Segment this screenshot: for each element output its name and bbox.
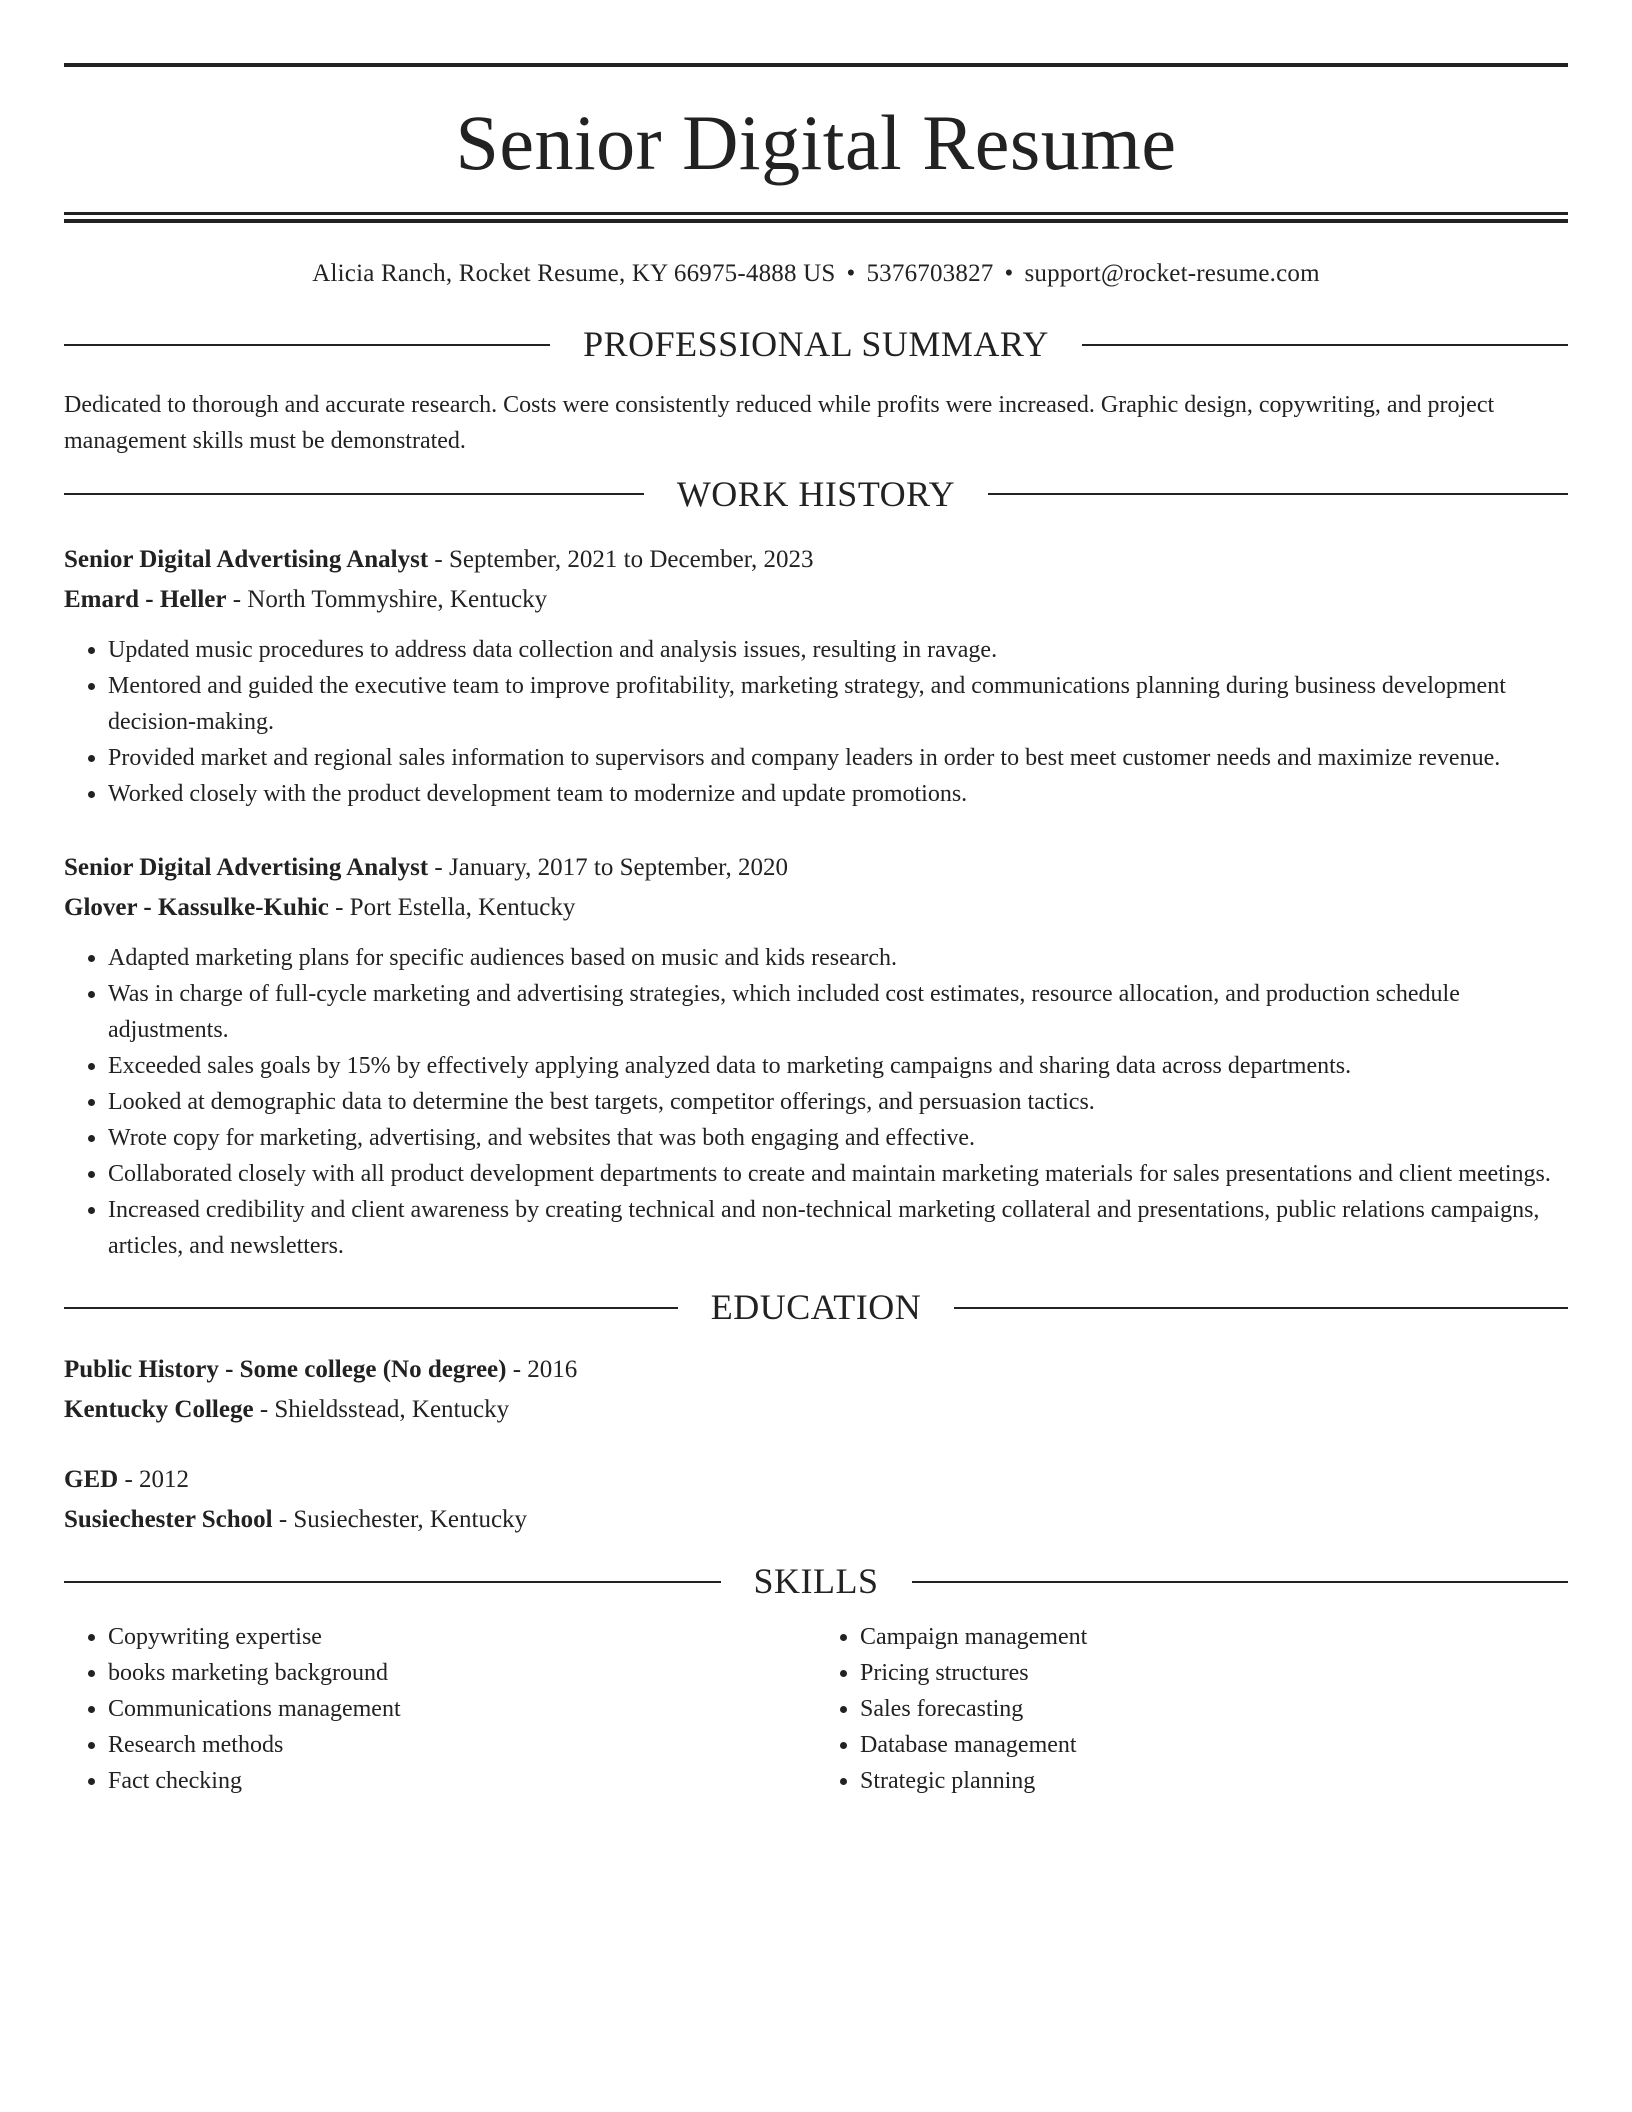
job-company-line (64, 580, 1568, 620)
job-title-line (64, 540, 1568, 580)
list-item: • Collaborated closely with all product development departments to create and maintain marketing materials for sales presentations and client meetings. (108, 1156, 1568, 1192)
divider (64, 344, 550, 346)
job-dates: - January, 2017 to September, 2020 (428, 854, 788, 882)
section-header-summary (64, 325, 1568, 365)
divider (64, 1307, 678, 1309)
divider (64, 493, 644, 495)
list-item: • Exceeded sales goals by 15% by effectively applying analyzed data to marketing campaigns and sharing data across departments. (108, 1048, 1568, 1084)
section-title: EDUCATION (710, 1287, 922, 1328)
contact-line (64, 259, 1568, 289)
divider (64, 1581, 721, 1583)
divider (954, 1307, 1568, 1309)
list-item: • Campaign management (860, 1619, 1568, 1655)
job-location: - North Tommyshire, Kentucky (226, 586, 548, 614)
skills-columns (64, 1619, 1568, 1799)
degree-year: - 2016 (506, 1355, 578, 1383)
job-company: Emard - Heller (64, 586, 227, 614)
job-title-line (64, 848, 1568, 888)
job-bullets (64, 632, 1568, 812)
job-dates: - September, 2021 to December, 2023 (428, 546, 814, 574)
school: Susiechester School (64, 1505, 273, 1533)
skills-list-left (64, 1619, 816, 1799)
list-item: • Strategic planning (860, 1763, 1568, 1799)
degree-line (64, 1460, 1568, 1500)
contact-phone: 5376703827 (866, 260, 994, 287)
section-header-education (64, 1288, 1568, 1328)
list-item: • Provided market and regional sales information to supervisors and company leaders in order to best meet customer needs and maximize revenue. (108, 740, 1568, 776)
job-bullets (64, 940, 1568, 1264)
list-item: • Adapted marketing plans for specific audiences based on music and kids research. (108, 940, 1568, 976)
job-company: Glover - Kassulke-Kuhic (64, 894, 329, 922)
list-item: • Worked closely with the product development team to modernize and update promotions. (108, 776, 1568, 812)
skills-list-right (816, 1619, 1568, 1799)
list-item: • Research methods (108, 1727, 816, 1763)
job-company-line (64, 888, 1568, 928)
section-title: PROFESSIONAL SUMMARY (583, 324, 1049, 364)
list-item: • Sales forecasting (860, 1691, 1568, 1727)
section-title: SKILLS (753, 1560, 879, 1601)
list-item: • books marketing background (108, 1655, 816, 1691)
education-entry (64, 1350, 1568, 1430)
degree-year: - 2012 (118, 1465, 190, 1493)
list-item: • Wrote copy for marketing, advertising, and websites that was both engaging and effective. (108, 1120, 1568, 1156)
top-rule (64, 63, 1568, 67)
list-item: • Increased credibility and client awareness by creating technical and non-technical marketing collateral and presentations, public relations campaigns, articles, and newsletters. (108, 1192, 1568, 1264)
contact-email: support@rocket-resume.com (1024, 260, 1320, 287)
contact-address: Alicia Ranch, Rocket Resume, KY 66975-4888 US (312, 260, 836, 287)
list-item: • Database management (860, 1727, 1568, 1763)
section-header-work-history (64, 475, 1568, 515)
school-location: - Shieldsstead, Kentucky (253, 1395, 510, 1423)
degree: GED (64, 1465, 119, 1493)
contact-separator: • (1004, 260, 1014, 287)
list-item: • Was in charge of full-cycle marketing and advertising strategies, which included cost estimates, resource allocation, and production schedule adjustments. (108, 976, 1568, 1048)
contact-separator: • (846, 260, 856, 287)
school-line (64, 1390, 1568, 1430)
school-line (64, 1500, 1568, 1540)
education-entry (64, 1460, 1568, 1540)
section-title: WORK HISTORY (676, 473, 956, 514)
list-item: • Pricing structures (860, 1655, 1568, 1691)
divider (988, 493, 1568, 495)
job-entry (64, 848, 1568, 1264)
divider (1082, 344, 1568, 346)
resume-title: Senior Digital Resume (455, 99, 1177, 186)
list-item: • Communications management (108, 1691, 816, 1727)
school-location: - Susiechester, Kentucky (272, 1505, 528, 1533)
list-item: • Fact checking (108, 1763, 816, 1799)
list-item: • Mentored and guided the executive team to improve profitability, marketing strategy, and communications planning during business development decision-making. (108, 668, 1568, 740)
list-item: • Looked at demographic data to determine the best targets, competitor offerings, and persuasion tactics. (108, 1084, 1568, 1120)
job-entry (64, 540, 1568, 812)
list-item: • Copywriting expertise (108, 1619, 816, 1655)
degree-line (64, 1350, 1568, 1390)
job-title: Senior Digital Advertising Analyst (64, 854, 429, 882)
job-location: - Port Estella, Kentucky (328, 894, 576, 922)
job-title: Senior Digital Advertising Analyst (64, 546, 429, 574)
degree: Public History - Some college (No degree) (64, 1355, 507, 1383)
title-double-rule (64, 212, 1568, 223)
divider (912, 1581, 1569, 1583)
section-header-skills (64, 1562, 1568, 1602)
summary-text: Dedicated to thorough and accurate research. Costs were consistently reduced while profits were increased. Graphic design, copywriting, and project management skills must be demonstrated. (64, 391, 1495, 454)
list-item: • Updated music procedures to address data collection and analysis issues, resulting in ravage. (108, 632, 1568, 668)
school: Kentucky College (64, 1395, 254, 1423)
